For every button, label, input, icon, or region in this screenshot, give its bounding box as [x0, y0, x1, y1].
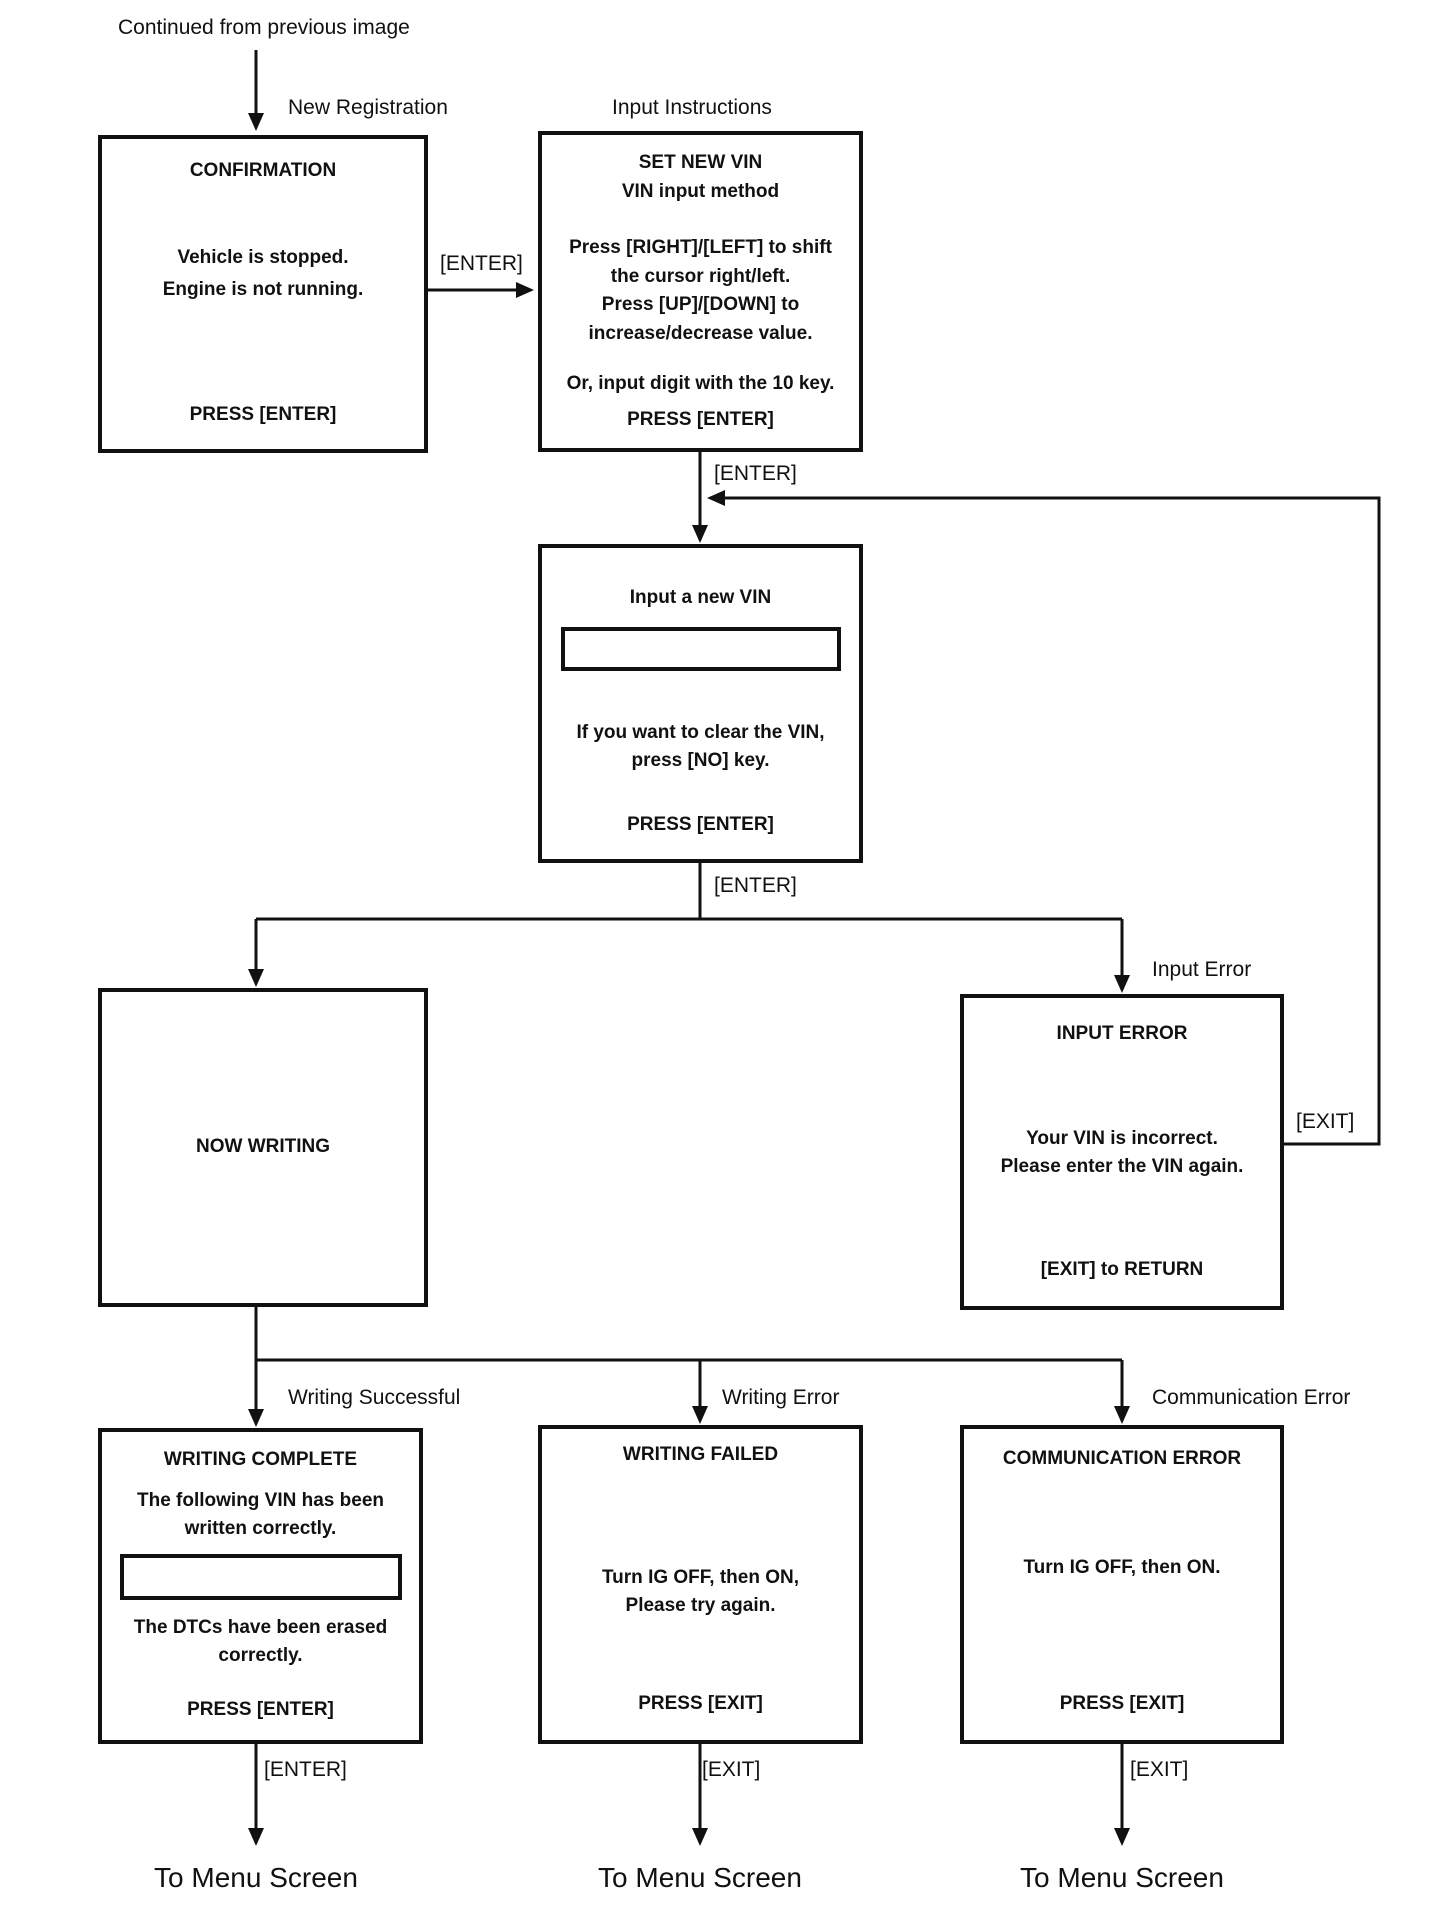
screen-text: increase/decrease value. — [588, 322, 813, 344]
exit-bottom-label-2: [EXIT] — [1130, 1758, 1189, 1781]
screen-title: Input a new VIN — [629, 587, 772, 608]
screen-text: correctly. — [218, 1645, 303, 1666]
screen-text: If you want to clear the VIN, — [576, 721, 825, 743]
screen-communication-error — [960, 1425, 1284, 1744]
to-menu-screen-1: To Menu Screen — [154, 1862, 358, 1893]
screen-text: Or, input digit with the 10 key. — [566, 373, 835, 394]
screen-text: Your VIN is incorrect. — [1026, 1127, 1218, 1149]
writing-successful-label: Writing Successful — [288, 1386, 461, 1409]
communication-error-label: Communication Error — [1152, 1386, 1351, 1409]
screen-text: press [NO] key. — [631, 750, 770, 771]
exit-feedback-label: [EXIT] — [1296, 1110, 1355, 1133]
screen-title: CONFIRMATION — [189, 160, 337, 181]
enter-label-1: [ENTER] — [440, 252, 523, 275]
screen-set-new-vin — [538, 131, 863, 452]
screen-text: Press [UP]/[DOWN] to — [601, 294, 800, 315]
screen-input-new-vin — [538, 544, 863, 863]
screen-footer: PRESS [EXIT] — [638, 1692, 763, 1714]
screen-footer: PRESS [ENTER] — [189, 403, 337, 425]
writing-error-label: Writing Error — [722, 1386, 840, 1409]
screen-footer: [EXIT] to RETURN — [1040, 1258, 1204, 1280]
screen-text: the cursor right/left. — [610, 265, 791, 287]
screen-footer: PRESS [EXIT] — [1059, 1692, 1185, 1714]
screen-subtitle: VIN input method — [621, 180, 780, 202]
screen-title: SET NEW VIN — [638, 152, 763, 173]
vin-output-field — [120, 1554, 402, 1600]
input-instructions-label: Input Instructions — [612, 96, 772, 119]
screen-footer: PRESS [ENTER] — [187, 1698, 334, 1720]
screen-text: The DTCs have been erased — [133, 1616, 388, 1638]
screen-title: WRITING COMPLETE — [163, 1449, 358, 1470]
screen-text: Engine is not running. — [162, 279, 364, 300]
screen-writing-complete — [98, 1428, 423, 1744]
input-error-label: Input Error — [1152, 958, 1252, 981]
screen-text: Please try again. — [625, 1595, 776, 1616]
screen-text: Press [RIGHT]/[LEFT] to shift — [569, 237, 832, 258]
screen-now-writing — [98, 988, 428, 1307]
screen-title: NOW WRITING — [195, 1136, 331, 1158]
screen-title: INPUT ERROR — [1056, 1023, 1188, 1044]
screen-writing-failed — [538, 1425, 863, 1744]
vin-input-field — [561, 627, 841, 671]
enter-label-2: [ENTER] — [714, 462, 797, 485]
screen-footer: PRESS [ENTER] — [627, 408, 774, 430]
screen-text: The following VIN has been — [136, 1489, 385, 1511]
screen-text: Turn IG OFF, then ON, — [601, 1566, 800, 1588]
continued-label: Continued from previous image — [118, 16, 410, 39]
screen-text: written correctly. — [184, 1518, 337, 1539]
screen-text: Please enter the VIN again. — [1000, 1156, 1244, 1177]
screen-text: Turn IG OFF, then ON. — [1023, 1556, 1221, 1578]
screen-title: WRITING FAILED — [622, 1444, 779, 1465]
to-menu-screen-3: To Menu Screen — [1020, 1862, 1224, 1893]
new-registration-label: New Registration — [288, 96, 448, 119]
screen-footer: PRESS [ENTER] — [627, 813, 774, 835]
to-menu-screen-2: To Menu Screen — [598, 1862, 802, 1893]
screen-title: COMMUNICATION ERROR — [1002, 1448, 1242, 1469]
screen-confirmation — [98, 135, 428, 453]
screen-text: Vehicle is stopped. — [177, 246, 349, 268]
screen-input-error — [960, 994, 1284, 1310]
enter-label-3: [ENTER] — [714, 874, 797, 897]
exit-bottom-label-1: [EXIT] — [702, 1758, 761, 1781]
enter-bottom-label: [ENTER] — [264, 1758, 347, 1781]
